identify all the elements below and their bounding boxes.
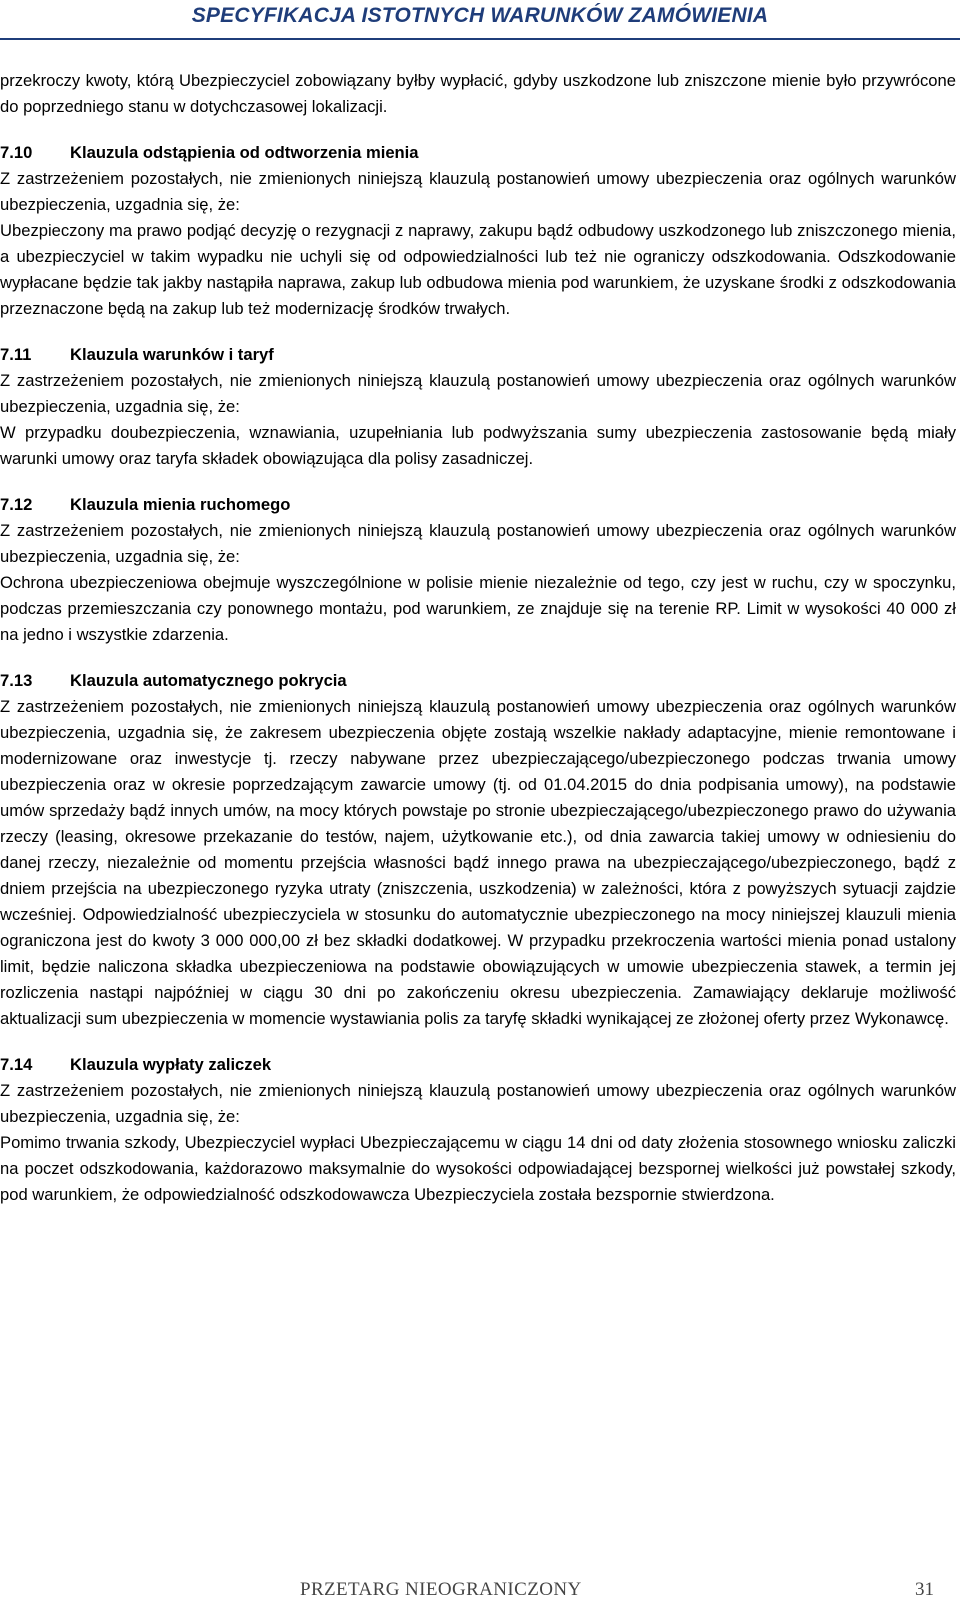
section-title: Klauzula automatycznego pokrycia xyxy=(70,671,347,690)
section-7-13 xyxy=(0,668,956,1032)
section-paragraph: Z zastrzeżeniem pozostałych, nie zmienionych niniejszą klauzulą postanowień umowy ubezpieczenia oraz ogólnych warunków ubezpieczenia, uzgadnia się, że: xyxy=(0,521,956,566)
section-heading xyxy=(0,140,956,166)
section-paragraph: Ubezpieczony ma prawo podjąć decyzję o rezygnacji z naprawy, zakupu bądź odbudowy uszkodzonego lub zniszczonego mienia, a ubezpieczyciel w takim wypadku nie uchyli się od odpowiedzialności lub też nie ograniczy odszkodowania. Odszkodowanie wypłacane będzie tak jakby nastąpiła naprawa, zakup lub odbudowa mienia pod warunkiem, że uzyskane środki z odszkodowania przeznaczone będą na zakup lub też modernizację środków trwałych. xyxy=(0,221,956,318)
section-paragraph: Z zastrzeżeniem pozostałych, nie zmienionych niniejszą klauzulą postanowień umowy ubezpieczenia oraz ogólnych warunków ubezpieczenia, uzgadnia się, że: xyxy=(0,169,956,214)
section-7-12 xyxy=(0,492,956,648)
section-title: Klauzula warunków i taryf xyxy=(70,345,274,364)
section-heading xyxy=(0,1052,956,1078)
intro-paragraph: przekroczy kwoty, którą Ubezpieczyciel zobowiązany byłby wypłacić, gdyby uszkodzone lub zniszczone mienie było przywrócone do poprzedniego stanu w dotychczasowej lokalizacji. xyxy=(0,71,956,116)
section-title: Klauzula mienia ruchomego xyxy=(70,495,291,514)
section-7-11 xyxy=(0,342,956,472)
section-heading xyxy=(0,492,956,518)
page-number: 31 xyxy=(915,1579,934,1600)
section-7-10 xyxy=(0,140,956,322)
section-paragraph: W przypadku doubezpieczenia, wznawiania, uzupełniania lub podwyższania sumy ubezpieczenia zastosowanie będą miały warunki umowy oraz taryfa składek obowiązująca dla polisy zasadniczej. xyxy=(0,423,956,468)
section-paragraph: Pomimo trwania szkody, Ubezpieczyciel wypłaci Ubezpieczającemu w ciągu 14 dni od daty złożenia stosownego wniosku zaliczki na poczet odszkodowania, każdorazowo maksymalnie do wysokości odpowiadającej bezspornej wielkości już powstałej szkody, pod warunkiem, że odpowiedzialność odszkodowawcza Ubezpieczyciela została bezspornie stwierdzona. xyxy=(0,1133,956,1204)
section-number: 7.11 xyxy=(0,345,32,364)
section-number: 7.14 xyxy=(0,1055,33,1074)
section-paragraph: Z zastrzeżeniem pozostałych, nie zmienionych niniejszą klauzulą postanowień umowy ubezpieczenia oraz ogólnych warunków ubezpieczenia, uzgadnia się, że zakresem ubezpieczenia objęte zostają wszelkie nakłady adaptacyjne, mienie remontowane i modernizowane oraz inwestycje tj. rzeczy nabywane przez ubezpieczającego/ubezpieczonego podczas trwania umowy ubezpieczenia oraz w okresie poprzedzającym zawarcie umowy (tj. od 01.04.2015 do dnia podpisania umowy), na podstawie umów sprzedaży bądź innych umów, na mocy których powstaje po stronie ubezpieczającego/ubezpieczonego prawo do używania rzeczy (leasing, okresowe przekazanie do testów, najem, użytkowanie etc.), od dnia zawarcia takiej umowy w odniesieniu do danej rzeczy, niezależnie od momentu przejścia własności bądź innego prawa na ubezpieczającego/ubezpieczonego, bądź z dniem przejścia na ubezpieczonego ryzyka utraty (zniszczenia, uszkodzenia) w zależności, która z powyższych sytuacji zajdzie wcześniej. Odpowiedzialność ubezpieczyciela w stosunku do automatycznie ubezpieczonego na mocy niniejszej klauzuli mienia ograniczona jest do kwoty 3 000 000,00 zł bez składki dodatkowej. W przypadku przekroczenia wartości mienia ponad ustalony limit, będzie naliczona składka ubezpieczeniowa na podstawie obowiązujących w umowie ubezpieczenia stawek, a termin jej rozliczenia nastąpi najpóźniej w ciągu 30 dni po zakończeniu okresu ubezpieczenia. Zamawiający deklaruje możliwość aktualizacji sum ubezpieczenia w momencie wystawiania polis za taryfę składki wynikającej ze złożonej oferty przez Wykonawcę. xyxy=(0,697,956,1028)
section-title: Klauzula odstąpienia od odtworzenia mienia xyxy=(70,143,419,162)
footer-text: PRZETARG NIEOGRANICZONY xyxy=(300,1579,582,1600)
section-paragraph: Z zastrzeżeniem pozostałych, nie zmienionych niniejszą klauzulą postanowień umowy ubezpieczenia oraz ogólnych warunków ubezpieczenia, uzgadnia się, że: xyxy=(0,1081,956,1126)
header-divider xyxy=(0,38,960,40)
section-7-14 xyxy=(0,1052,956,1208)
section-number: 7.13 xyxy=(0,671,33,690)
section-title: Klauzula wypłaty zaliczek xyxy=(70,1055,272,1074)
section-heading xyxy=(0,342,956,368)
section-number: 7.10 xyxy=(0,143,33,162)
page-footer xyxy=(0,1579,960,1609)
section-heading xyxy=(0,668,956,694)
page-header-title: SPECYFIKACJA ISTOTNYCH WARUNKÓW ZAMÓWIENIA xyxy=(191,4,769,27)
document-body xyxy=(0,68,956,1208)
section-paragraph: Ochrona ubezpieczeniowa obejmuje wyszczególnione w polisie mienie niezależnie od tego, czy jest w ruchu, czy w spoczynku, podczas przemieszczania czy ponownego montażu, pod warunkiem, ze znajduje się na terenie RP. Limit w wysokości 40 000 zł na jedno i wszystkie zdarzenia. xyxy=(0,573,956,644)
section-number: 7.12 xyxy=(0,495,33,514)
section-paragraph: Z zastrzeżeniem pozostałych, nie zmienionych niniejszą klauzulą postanowień umowy ubezpieczenia oraz ogólnych warunków ubezpieczenia, uzgadnia się, że: xyxy=(0,371,956,416)
